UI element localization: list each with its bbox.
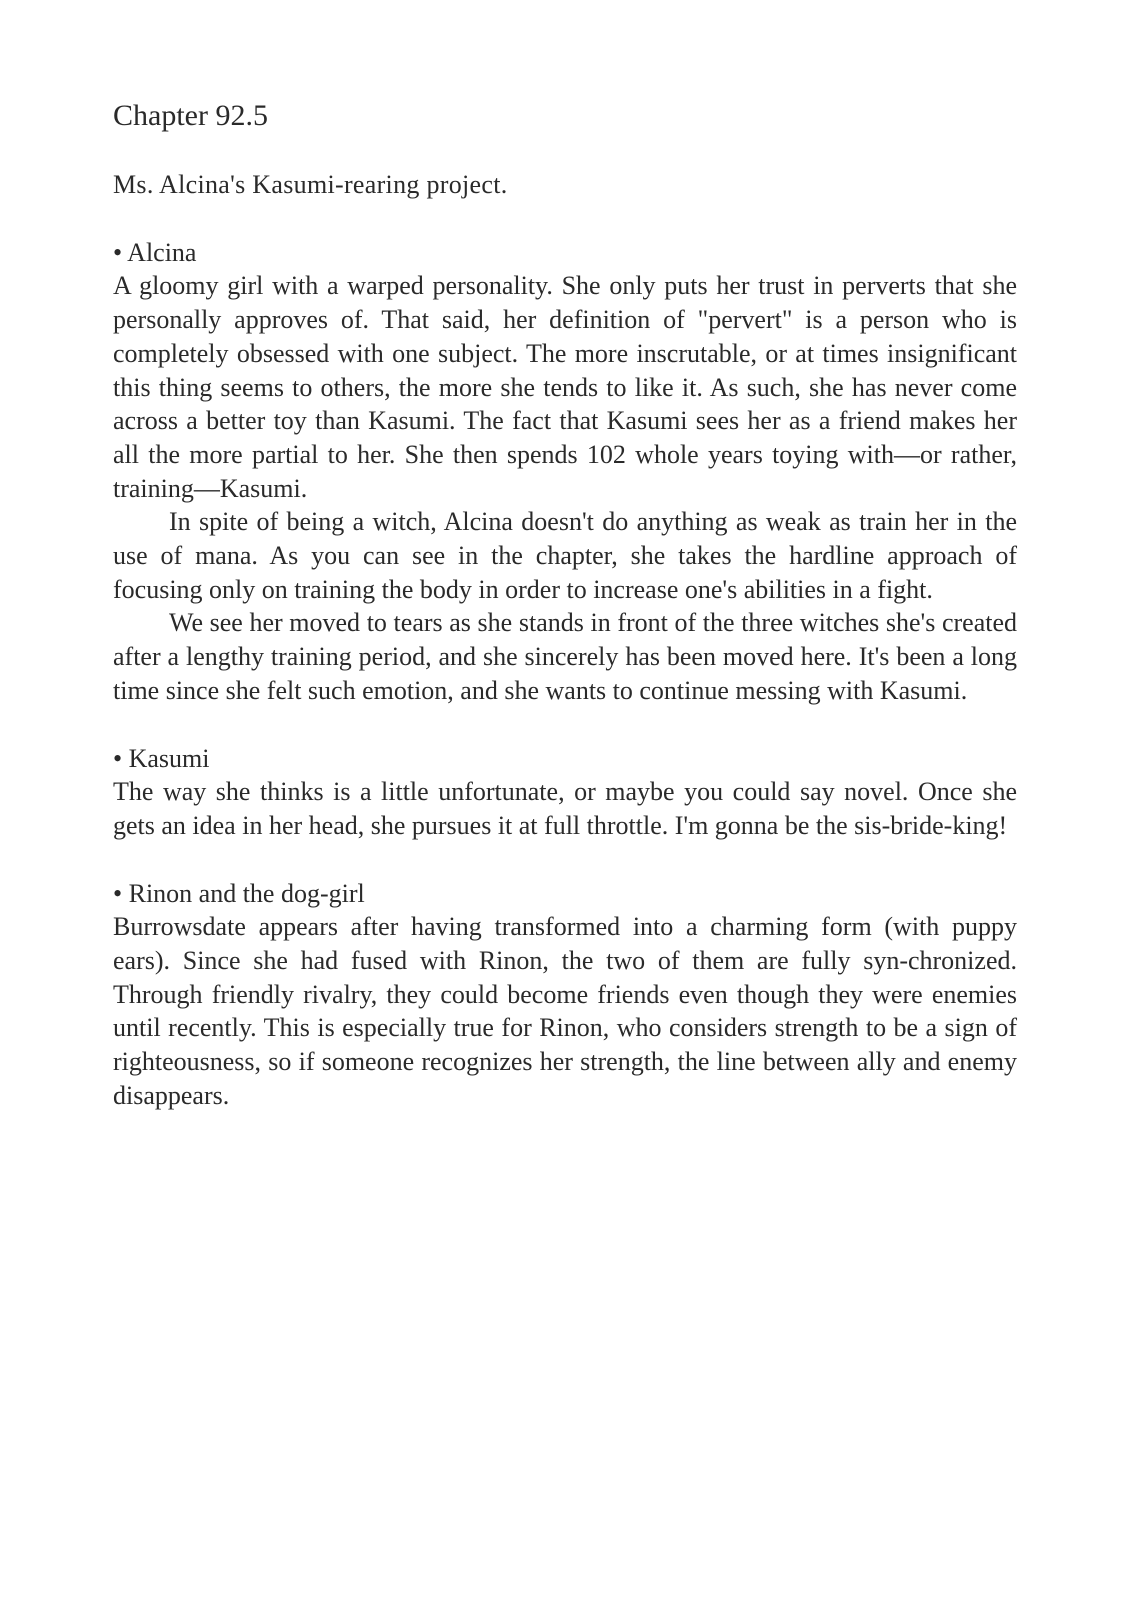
paragraph: The way she thinks is a little unfortunate, or maybe you could say novel. Once she gets an idea in her head, she pursues it at full throttle. I'm gonna be the sis-bride-king! (113, 777, 1017, 840)
section-heading: • Kasumi (113, 743, 210, 773)
chapter-title: Chapter 92.5 (113, 99, 268, 132)
paragraph: Burrowsdate appears after having transformed into a charming form (with puppy ears). Since she had fused with Rinon, the two of them are fully syn-chronized. Through friendly rivalry, they could become friends even though they were enemies until recently. This is especially true for Rinon, who considers strength to be a sign of righteousness, so if someone recognizes her strength, the line between ally and enemy disappears. (113, 912, 1017, 1110)
paragraph: In spite of being a witch, Alcina doesn't do anything as weak as train her in the use of mana. As you can see in the chapter, she takes the hardline approach of focusing only on training the body in order to increase one's abilities in a fight. (113, 507, 1017, 604)
paragraph: We see her moved to tears as she stands in front of the three witches she's created after a lengthy training period, and she sincerely has been moved here. It's been a long time since she felt such emotion, and she wants to continue messing with Kasumi. (113, 608, 1017, 705)
section-alcina (113, 236, 1017, 708)
document-page (113, 96, 1017, 1147)
section-heading: • Rinon and the dog-girl (113, 878, 365, 908)
section-kasumi (113, 742, 1017, 843)
paragraph: A gloomy girl with a warped personality. She only puts her trust in perverts that she personally approves of. That said, her definition of "pervert" is a person who is completely obsessed with one subject. The more inscrutable, or at times insignificant this thing seems to others, the more she tends to like it. As such, she has never come across a better toy than Kasumi. The fact that Kasumi sees her as a friend makes her all the more partial to her. She then spends 102 whole years toying with—or rather, training—Kasumi. (113, 271, 1017, 503)
section-rinon (113, 877, 1017, 1113)
section-heading: • Alcina (113, 237, 197, 267)
chapter-subtitle: Ms. Alcina's Kasumi-rearing project. (113, 170, 508, 199)
